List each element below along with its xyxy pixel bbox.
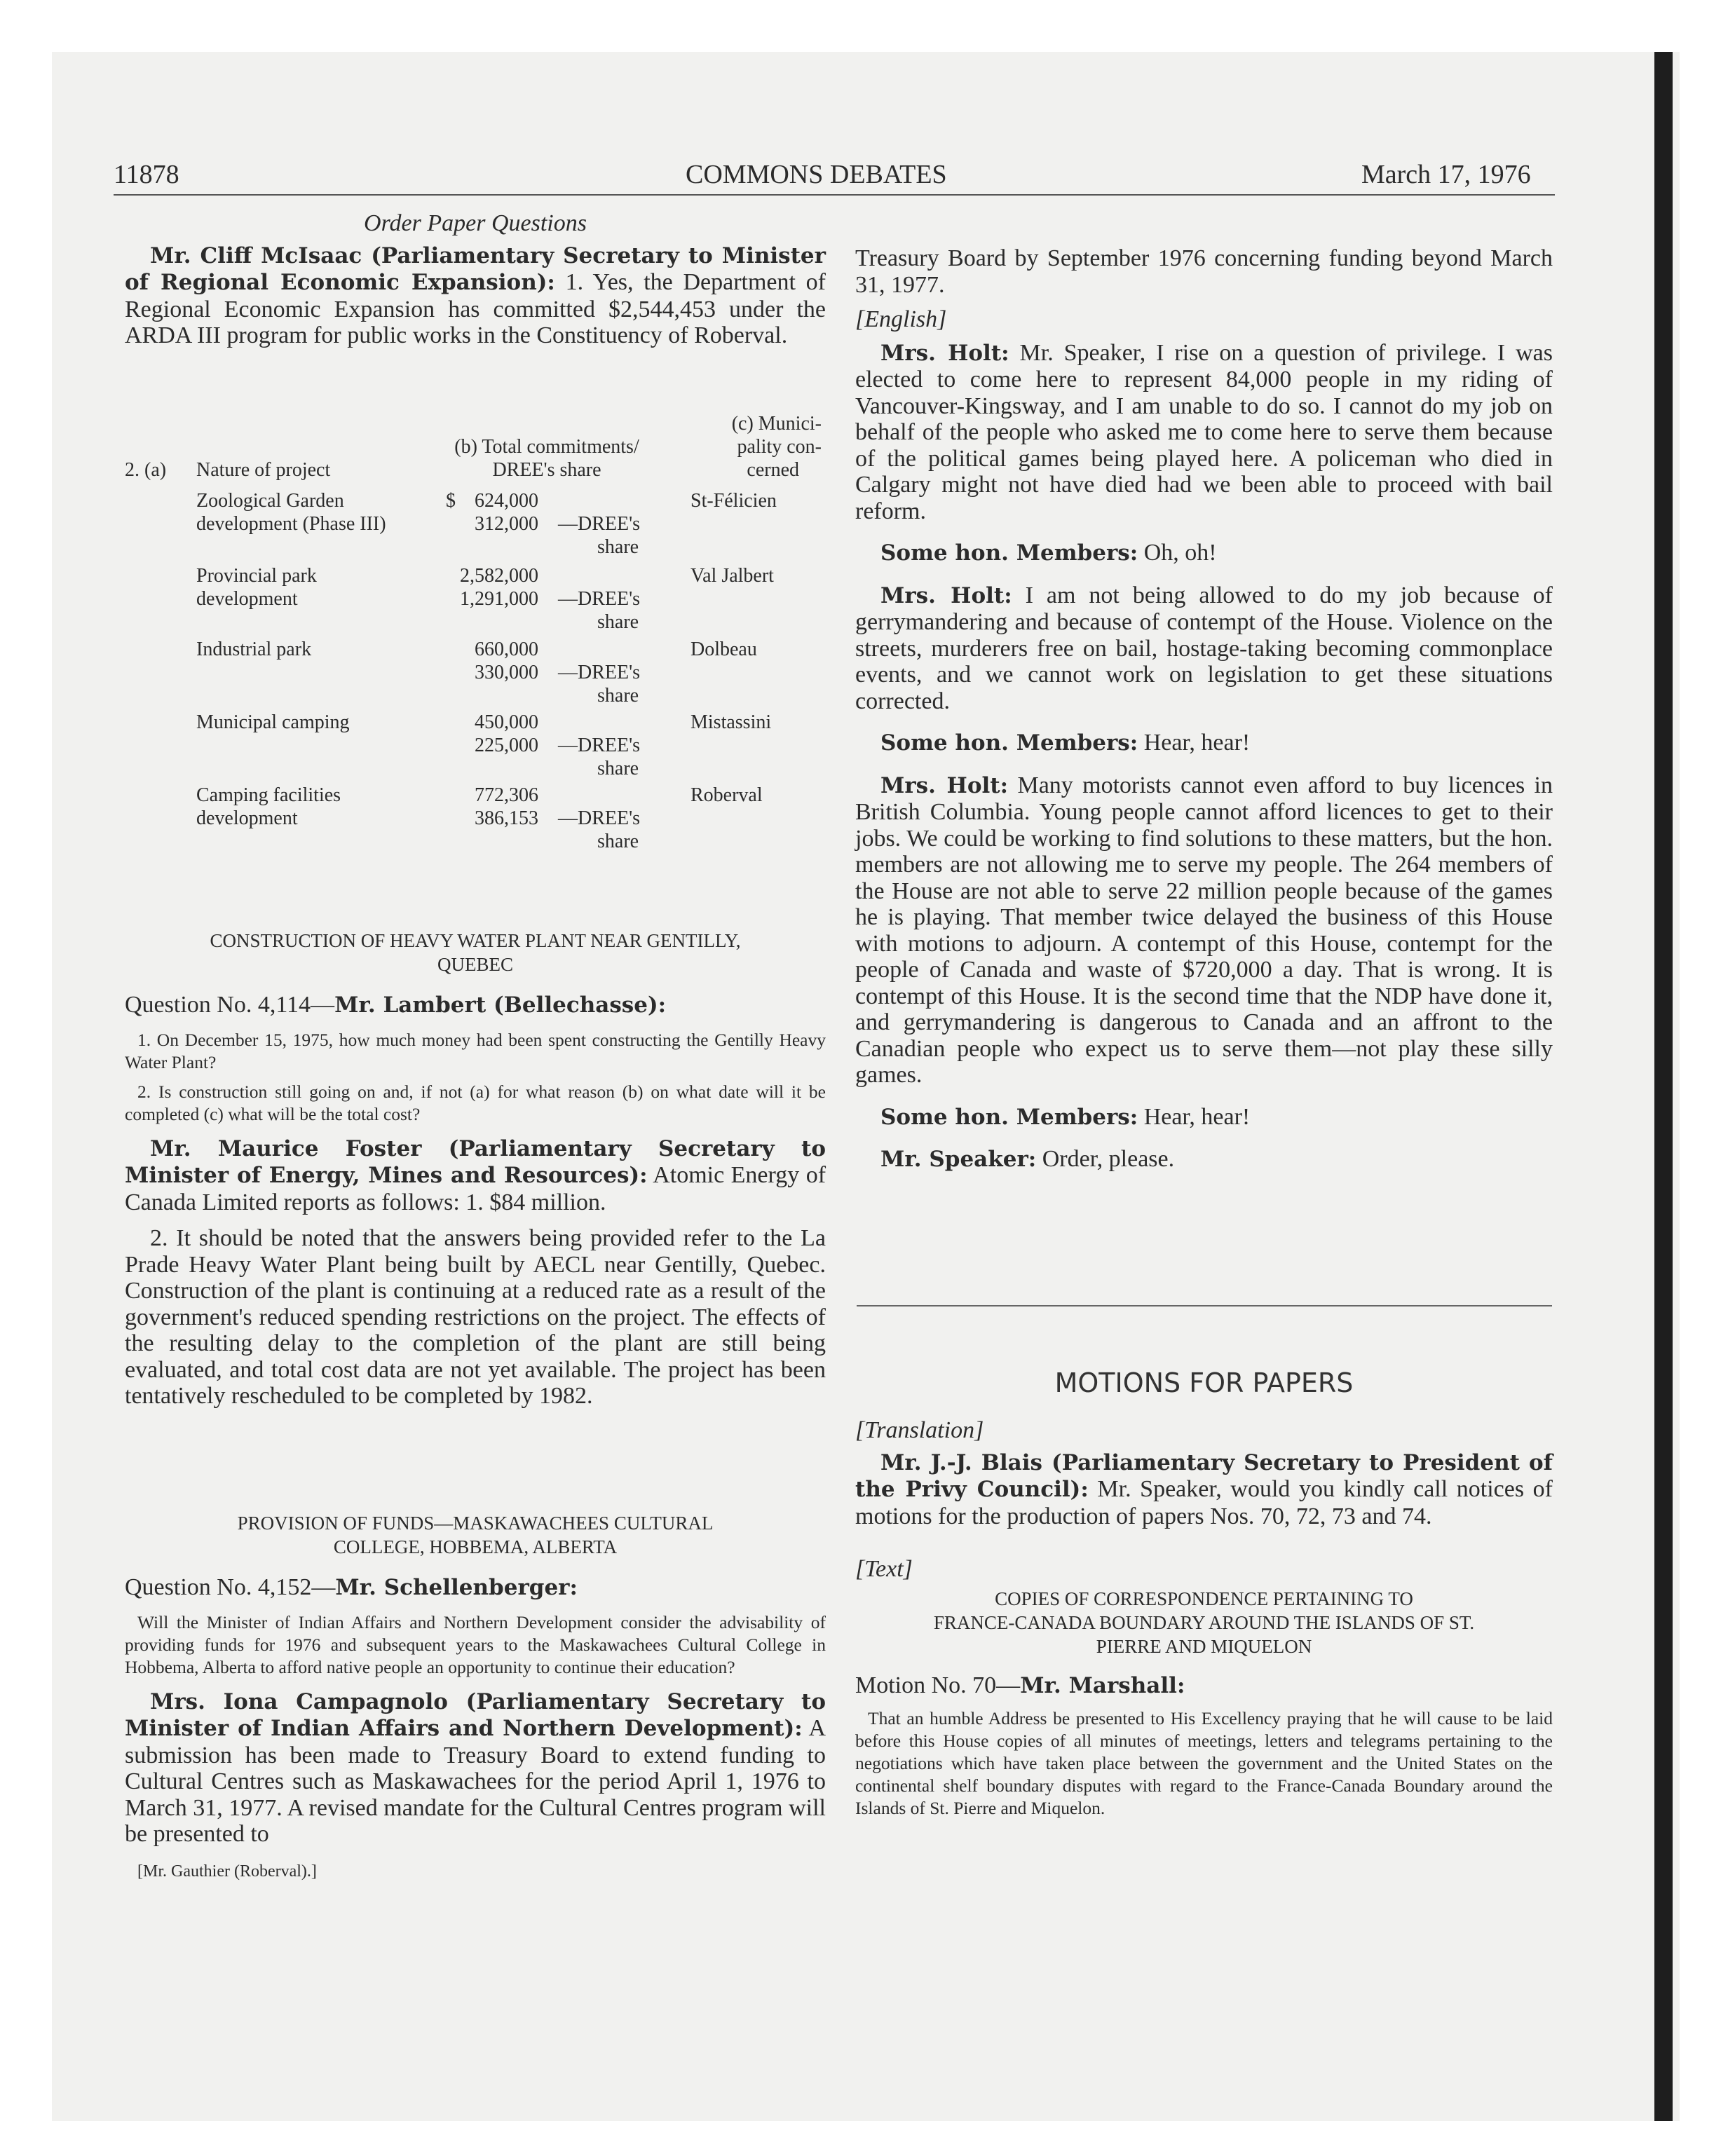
- section-divider: [857, 1305, 1552, 1306]
- col-header-municipality-2: pality con-: [737, 436, 822, 458]
- motion-member: Mr. Marshall:: [1020, 1672, 1185, 1698]
- dollar-sign: $: [446, 490, 456, 512]
- section-heading: [125, 929, 826, 976]
- language-tag: [English]: [855, 306, 947, 332]
- question-text: [125, 1611, 826, 1679]
- dree-label: —DREE's: [558, 735, 641, 756]
- row-project-2: development (Phase III): [196, 513, 386, 535]
- heading-line: PROVISION OF FUNDS—MASKAWACHEES CULTURAL: [237, 1513, 714, 1534]
- header-rule: [114, 194, 1555, 196]
- question-member: Mr. Schellenberger:: [335, 1575, 578, 1600]
- maskawachees-section: [125, 1511, 826, 1885]
- row-total: 2,582,000: [460, 565, 538, 587]
- table-label: 2. (a): [125, 459, 167, 481]
- dree-label: —DREE's: [558, 807, 641, 829]
- row-project: Camping facilities: [196, 784, 341, 806]
- question-part: 2. Is construction still going on and, if not (a) for what reason (b) on what date will it be completed (c) what will be the total cost?: [125, 1081, 826, 1124]
- speech-text: Hear, hear!: [1143, 1103, 1251, 1130]
- col-header-project: Nature of project: [196, 459, 331, 481]
- motion-text: That an humble Address be presented to His Excellency praying that he will cause to be laid before this House copies of all minutes of meetings, letters and telegrams pertaining to the negotiations which have taken place between the government and the United States on the continental shelf boundary disputes with regard to the France-Canada Boundary around the Islands of St. Pierre and Miquelon.: [855, 1708, 1553, 1818]
- heading-line: CONSTRUCTION OF HEAVY WATER PLANT NEAR GENTILLY,: [210, 930, 741, 951]
- speaker-name: Mrs. Holt:: [880, 582, 1012, 608]
- question-line: [125, 1574, 826, 1602]
- speaker-name: Mr. Cliff McIsaac (Parliamentary Secretary to Minister of Regional Economic Expansion):: [125, 243, 826, 295]
- row-project: Municipal camping: [196, 711, 350, 733]
- dree-label-2: share: [597, 831, 639, 852]
- left-column-top: [125, 210, 826, 349]
- page-date: March 17, 1976: [1361, 160, 1531, 189]
- dree-label: —DREE's: [558, 662, 641, 683]
- row-total: 624,000: [475, 490, 538, 512]
- foster-answer: [125, 1135, 826, 1216]
- speaker-name: Some hon. Members:: [880, 1104, 1138, 1130]
- holt-speech: [855, 582, 1553, 715]
- row-municipality: Mistassini: [690, 711, 772, 733]
- row-dree: 386,153: [475, 807, 538, 829]
- mcisaac-answer: [125, 243, 826, 349]
- heading-line: QUEBEC: [437, 954, 513, 975]
- question-text: [125, 1029, 826, 1126]
- speech-text: Hear, hear!: [1143, 730, 1251, 756]
- speaker-name: Some hon. Members:: [880, 730, 1138, 756]
- question-member: Mr. Lambert (Bellechasse):: [334, 992, 667, 1018]
- row-municipality: Dolbeau: [690, 639, 757, 660]
- speech-text: I am not being allowed to do my job because of gerrymandering and because of contempt of the House. Violence on the streets, murderers free on bail, hostage-taking becoming commonplace events, and we cannot work on legislation to get these situations corrected.: [855, 582, 1553, 714]
- motion-number: Motion No. 70—: [855, 1672, 1021, 1698]
- answer-text: 1. Yes, the Department of Regional Economic Expansion has committed $2,544,453 under the ARDA III program for public works in the Constituency of Roberval.: [125, 269, 826, 348]
- page-number: 11878: [114, 160, 179, 189]
- dree-label-2: share: [597, 536, 639, 558]
- text-tag: [Text]: [855, 1556, 913, 1582]
- answer-paragraph: 2. It should be noted that the answers being provided refer to the La Prade Heavy Water Plant being built by AECL near Gentilly, Quebec. Construction of the plant is continuing at a reduced rate as a result of the government's reduced spending restrictions on the project. The effects of the resulting delay to the completion of the plant are still being evaluated, and total cost data are not yet available. The project has been tentatively rescheduled to be completed by 1982.: [125, 1225, 826, 1409]
- question-number: Question No. 4,114—: [125, 992, 335, 1018]
- speech-text: Mr. Speaker, would you kindly call notices of motions for the production of papers Nos. 70, 72, 73 and 74.: [855, 1476, 1553, 1529]
- speaker-name: Some hon. Members:: [880, 540, 1138, 566]
- heading-line: FRANCE-CANADA BOUNDARY AROUND THE ISLANDS OF ST.: [933, 1611, 1475, 1633]
- heading-line: COPIES OF CORRESPONDENCE PERTAINING TO: [995, 1588, 1413, 1609]
- speaker-name: Mrs. Holt:: [880, 772, 1009, 798]
- row-project: Industrial park: [196, 639, 312, 660]
- question-part: 1. On December 15, 1975, how much money had been spent constructing the Gentilly Heavy Water Plant?: [125, 1029, 826, 1072]
- col-header-municipality-1: (c) Munici-: [731, 413, 822, 435]
- row-project-2: development: [196, 807, 298, 829]
- holt-speech: [855, 772, 1553, 1089]
- continuation-text: Treasury Board by September 1976 concerning funding beyond March 31, 1977.: [855, 245, 1553, 298]
- section-label: Order Paper Questions: [364, 210, 587, 236]
- row-dree: 330,000: [475, 662, 538, 683]
- col-header-municipality-3: cerned: [747, 459, 799, 481]
- speaker-name: Mr. J.-J. Blais (Parliamentary Secretary to President of the Privy Council):: [855, 1449, 1553, 1502]
- speech-text: Mr. Speaker, I rise on a question of privilege. I was elected to come here to represent 84,000 people in my riding of Vancouver-Kingsway, and I am unable to do so. I cannot do my job on behalf of the people who asked me to come here to serve them because of the political games being played here. A policeman who died in Calgary might not have died had we been able to proceed with bail reform.: [855, 339, 1553, 524]
- footer-note: [Mr. Gauthier (Roberval).]: [137, 1862, 317, 1881]
- dree-label-2: share: [597, 758, 639, 779]
- motion-heading: [855, 1587, 1553, 1658]
- row-dree: 225,000: [475, 735, 538, 756]
- dree-label: —DREE's: [558, 588, 641, 610]
- col-header-total-1: (b) Total commitments/: [454, 436, 639, 458]
- row-dree: 1,291,000: [460, 588, 538, 610]
- heading-line: COLLEGE, HOBBEMA, ALBERTA: [333, 1536, 618, 1557]
- speaker-name: Mr. Speaker:: [880, 1147, 1037, 1172]
- speech-text: Order, please.: [1042, 1146, 1175, 1172]
- speech-text: Many motorists cannot even afford to buy licences in British Columbia. Young people cannot afford licences to get to their jobs. We could be working to find solutions to these matters, but the hon. members are not allowing me to serve my people. The 264 members of the House are not able to serve 22 million people because of the games he is playing. That member twice delayed the business of this House with motions to adjourn. A contempt of this House, contempt for the people of Canada and waste of $720,000 a day. That is wrong. It is contempt of this House. It is the second time that the NDP have done it, and gerrymandering is dangerous to Canada and an affront to the Canadian people who expect us to serve them—not play these silly games.: [855, 772, 1553, 1088]
- motion-line: [855, 1672, 1553, 1700]
- col-header-total-2: DREE's share: [492, 459, 601, 481]
- gentilly-section: [125, 929, 826, 1410]
- blais-speech: [855, 1449, 1553, 1530]
- motion-text-block: [855, 1707, 1553, 1820]
- heading-line: PIERRE AND MIQUELON: [1096, 1635, 1312, 1657]
- question-part: Will the Minister of Indian Affairs and Northern Development consider the advisability of providing funds for 1976 and subsequent years to the Maskawachees Cultural College in Hobbema, Alberta to afford native people an opportunity to continue their education?: [125, 1611, 826, 1677]
- speaker-name: Mrs. Holt:: [880, 340, 1009, 366]
- question-line: [125, 992, 826, 1019]
- holt-speech: [855, 340, 1553, 525]
- row-municipality: St-Félicien: [690, 490, 777, 512]
- scan-edge: [1654, 52, 1673, 2121]
- row-municipality: Val Jalbert: [690, 565, 774, 587]
- interjection: [855, 1104, 1553, 1131]
- speaker-name: Mr. Maurice Foster (Parliamentary Secretary to Minister of Energy, Mines and Resources):: [125, 1135, 826, 1188]
- speech-text: Oh, oh!: [1143, 540, 1217, 566]
- dree-label-2: share: [597, 611, 639, 633]
- right-column-top: [855, 245, 1553, 1173]
- motions-heading: MOTIONS FOR PAPERS: [1054, 1367, 1354, 1398]
- dree-label: —DREE's: [558, 513, 641, 535]
- publication-title: COMMONS DEBATES: [686, 160, 947, 189]
- row-total: 772,306: [475, 784, 538, 806]
- campagnolo-answer: [125, 1688, 826, 1848]
- interjection: [855, 540, 1553, 567]
- interjection: [855, 730, 1553, 757]
- row-project-2: development: [196, 588, 298, 610]
- answer-text: Atomic Energy of Canada Limited reports as follows: 1. $84 million.: [125, 1162, 826, 1215]
- row-total: 660,000: [475, 639, 538, 660]
- motions-section: [855, 1417, 1553, 1827]
- answer-text: A submission has been made to Treasury Board to extend funding to Cultural Centres such as Maskawachees for the period April 1, 1976 to March 31, 1977. A revised mandate for the Cultural Centres program will be presented to: [125, 1715, 826, 1847]
- dree-label-2: share: [597, 685, 639, 707]
- speaker-ruling: [855, 1146, 1553, 1173]
- row-project: Zoological Garden: [196, 490, 344, 512]
- question-number: Question No. 4,152—: [125, 1574, 336, 1600]
- speaker-name: Mrs. Iona Campagnolo (Parliamentary Secretary to Minister of Indian Affairs and Northern Development):: [125, 1688, 826, 1741]
- row-municipality: Roberval: [690, 784, 763, 806]
- row-total: 450,000: [475, 711, 538, 733]
- row-project: Provincial park: [196, 565, 317, 587]
- language-tag: [Translation]: [855, 1417, 984, 1443]
- section-heading: [125, 1511, 826, 1559]
- row-dree: 312,000: [475, 513, 538, 535]
